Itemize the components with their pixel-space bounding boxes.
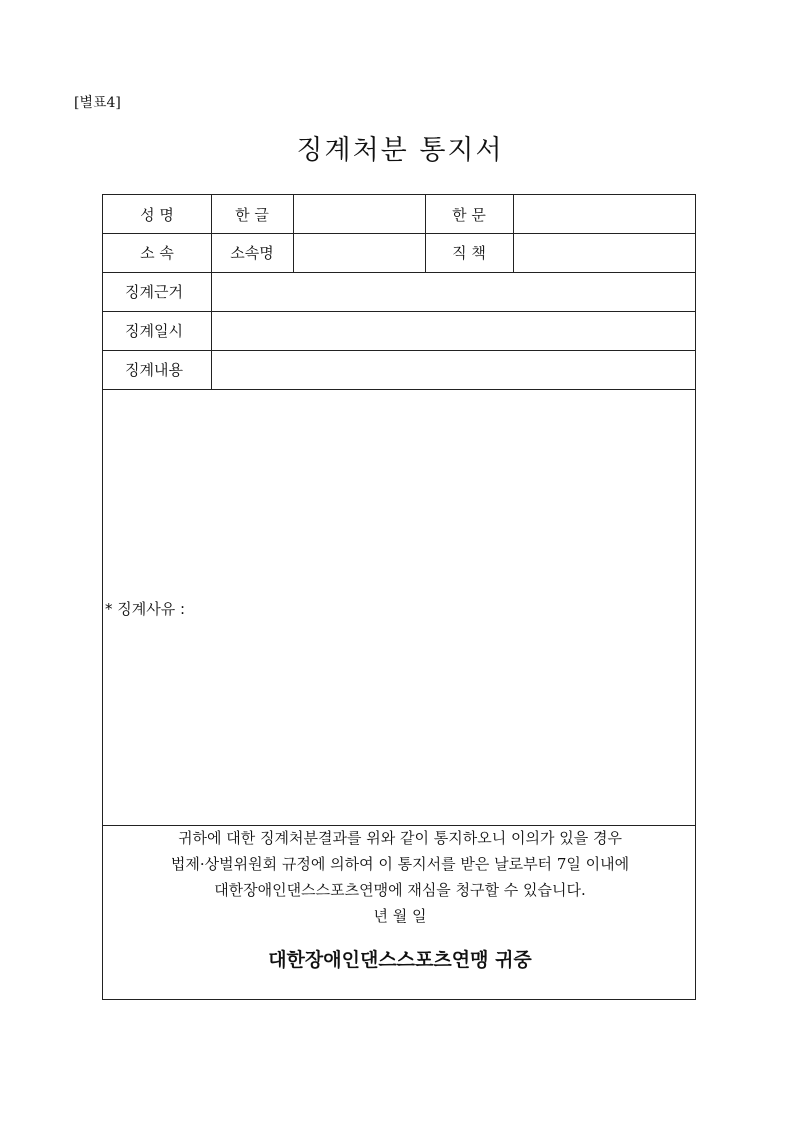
organization-name-field[interactable] <box>293 233 425 272</box>
korean-name-label: 한 글 <box>235 205 269 224</box>
name-label: 성 명 <box>140 205 174 224</box>
row-divider <box>103 389 695 390</box>
notice-form <box>102 194 696 1000</box>
notice-line: 귀하에 대한 징계처분결과를 위와 같이 통지하오니 이의가 있을 경우 <box>178 829 622 847</box>
disciplinary-reason-label: * 징계사유 : <box>105 600 186 618</box>
affiliation-label: 소 속 <box>140 244 174 262</box>
disciplinary-date-label: 징계일시 <box>125 322 183 340</box>
annex-label: [별표4] <box>74 95 121 111</box>
document-title: 징계처분 통지서 <box>296 135 504 166</box>
notice-line: 법제·상벌위원회 규정에 의하여 이 통지서를 받은 날로부터 7일 이내에 <box>170 855 630 873</box>
date-line: 년 월 일 <box>373 907 427 925</box>
disciplinary-content-label: 징계내용 <box>125 361 183 379</box>
korean-name-field[interactable] <box>293 195 425 233</box>
disciplinary-date-field[interactable] <box>211 311 695 350</box>
position-field[interactable] <box>513 233 695 272</box>
notice-text <box>103 825 697 929</box>
notice-line: 대한장애인댄스스포츠연맹에 재심을 청구할 수 있습니다. <box>214 881 586 899</box>
disciplinary-content-field[interactable] <box>211 350 695 389</box>
organization-name-label: 소속명 <box>230 244 274 262</box>
disciplinary-basis-field[interactable] <box>211 272 695 311</box>
position-label: 직 책 <box>452 244 486 262</box>
disciplinary-basis-label: 징계근거 <box>125 283 183 301</box>
recipient-signature: 대한장애인댄스스포츠연맹 귀중 <box>268 949 532 971</box>
hanja-name-label: 한 문 <box>452 205 486 224</box>
hanja-name-field[interactable] <box>513 195 695 233</box>
